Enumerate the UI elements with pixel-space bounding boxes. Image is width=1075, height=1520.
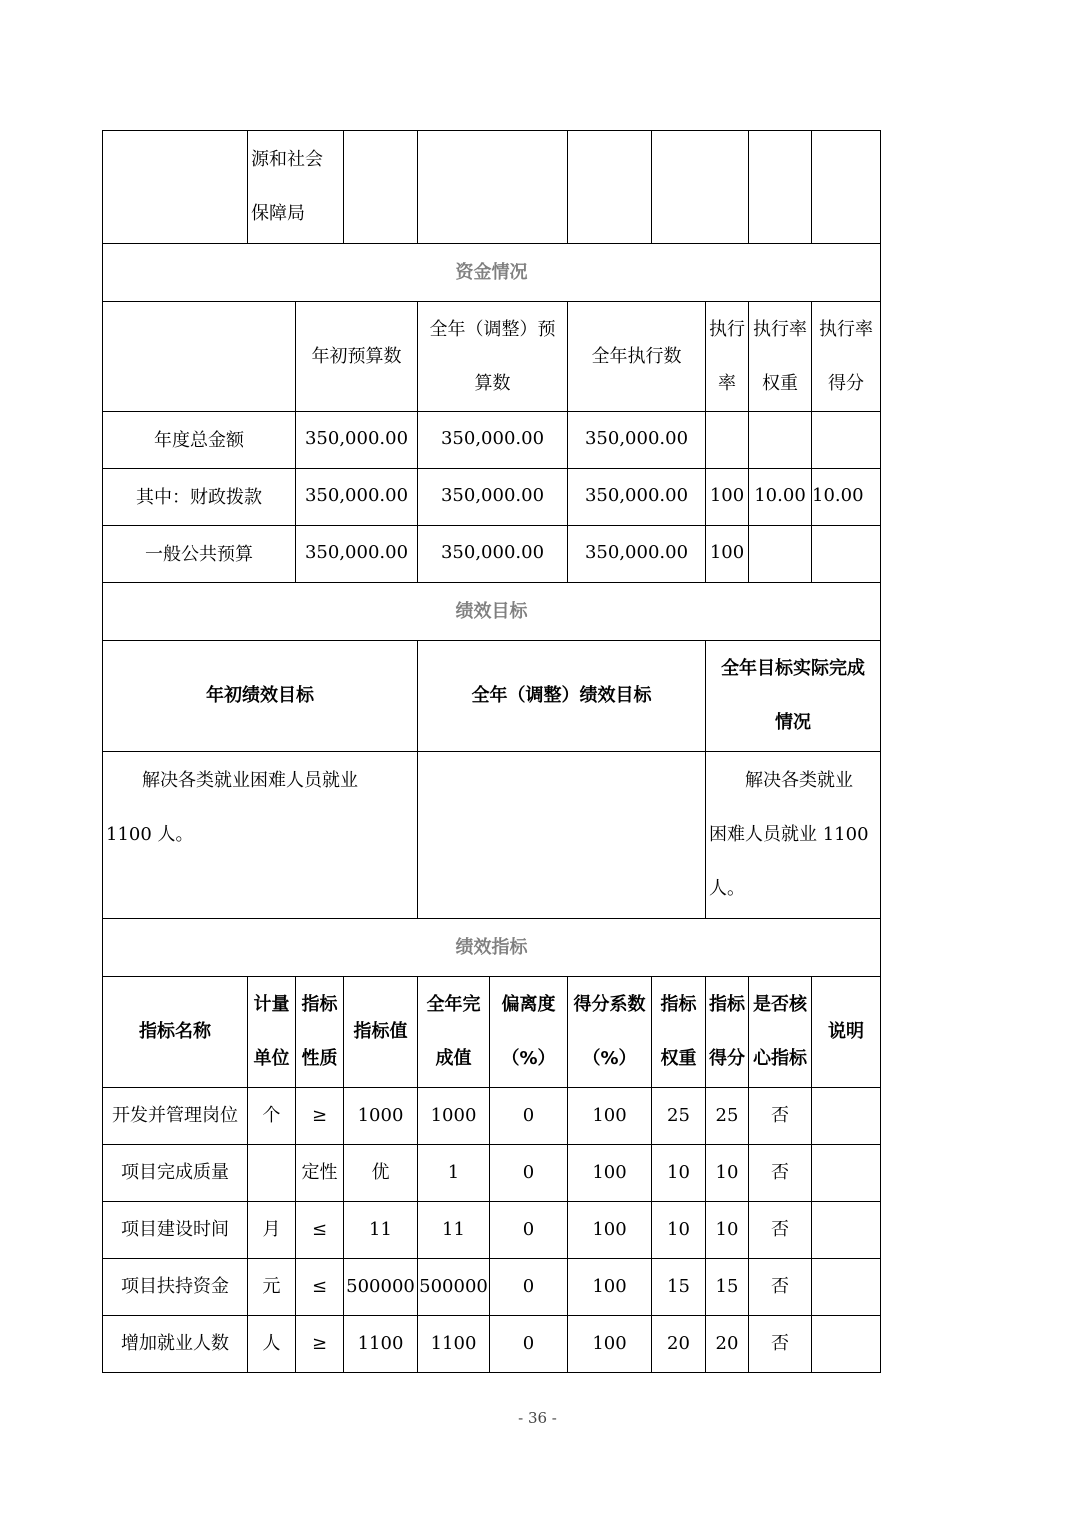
funds-score-value: 10.00	[812, 469, 881, 526]
indicator-completed: 11	[418, 1202, 490, 1259]
cell-empty	[103, 302, 296, 412]
indicator-weight: 20	[652, 1316, 706, 1373]
header-adjusted-budget: 全年（调整）预 算数	[418, 302, 568, 412]
initial-goal-text: 解决各类就业困难人员就业 1100 人。	[103, 752, 418, 919]
indicator-core: 否	[749, 1316, 812, 1373]
indicator-deviation: 0	[490, 1202, 568, 1259]
indicator-row	[103, 1316, 881, 1373]
indicator-unit: 月	[248, 1202, 296, 1259]
indicator-core: 否	[749, 1259, 812, 1316]
funds-adjusted-value: 350,000.00	[418, 469, 568, 526]
indicator-note	[812, 1145, 881, 1202]
indicator-name: 项目完成质量	[103, 1145, 248, 1202]
section-title-funds: 资金情况	[103, 244, 881, 302]
funds-row	[103, 412, 881, 469]
indicator-value: 500000	[344, 1259, 418, 1316]
header-note: 说明	[812, 977, 881, 1088]
indicator-score: 10	[706, 1145, 749, 1202]
adjusted-goal-text	[418, 752, 706, 919]
indicator-weight: 25	[652, 1088, 706, 1145]
cell-empty	[652, 131, 749, 244]
indicator-score: 15	[706, 1259, 749, 1316]
indicator-completed: 1000	[418, 1088, 490, 1145]
indicator-note	[812, 1259, 881, 1316]
funds-score-value	[812, 412, 881, 469]
section-title-indicators: 绩效指标	[103, 919, 881, 977]
funds-row	[103, 526, 881, 583]
indicator-weight: 10	[652, 1202, 706, 1259]
indicator-unit: 元	[248, 1259, 296, 1316]
indicator-deviation: 0	[490, 1145, 568, 1202]
funds-score-value	[812, 526, 881, 583]
indicator-note	[812, 1316, 881, 1373]
header-rate-score: 执行率 得分	[812, 302, 881, 412]
indicator-deviation: 0	[490, 1316, 568, 1373]
indicator-nature: ≥	[296, 1088, 344, 1145]
funds-row-label: 年度总金额	[103, 412, 296, 469]
indicator-nature: ≤	[296, 1202, 344, 1259]
funds-rate-value: 100	[706, 526, 749, 583]
dept-name-cont: 源和社会 保障局	[248, 131, 344, 244]
header-core: 是否核 心指标	[749, 977, 812, 1088]
funds-row	[103, 469, 881, 526]
actual-completion-text: 解决各类就业 困难人员就业 1100 人。	[706, 752, 881, 919]
header-weight: 指标 权重	[652, 977, 706, 1088]
indicator-name: 开发并管理岗位	[103, 1088, 248, 1145]
cell-empty	[103, 131, 248, 244]
funds-adjusted-value: 350,000.00	[418, 526, 568, 583]
indicator-unit: 人	[248, 1316, 296, 1373]
indicator-completed: 500000	[418, 1259, 490, 1316]
funds-weight-value	[749, 412, 812, 469]
header-adjusted-goal: 全年（调整）绩效目标	[418, 641, 706, 752]
cell-empty	[749, 131, 812, 244]
section-title-goals: 绩效目标	[103, 583, 881, 641]
indicator-core: 否	[749, 1202, 812, 1259]
indicator-nature: 定性	[296, 1145, 344, 1202]
funds-executed-value: 350,000.00	[568, 412, 706, 469]
indicator-name: 项目建设时间	[103, 1202, 248, 1259]
funds-adjusted-value: 350,000.00	[418, 412, 568, 469]
cell-empty	[812, 131, 881, 244]
funds-weight-value: 10.00	[749, 469, 812, 526]
indicator-name: 项目扶持资金	[103, 1259, 248, 1316]
indicator-row	[103, 1202, 881, 1259]
indicator-value: 11	[344, 1202, 418, 1259]
indicator-weight: 10	[652, 1145, 706, 1202]
header-deviation: 偏离度 （%）	[490, 977, 568, 1088]
header-indicator-name: 指标名称	[103, 977, 248, 1088]
indicator-unit	[248, 1145, 296, 1202]
indicator-coef: 100	[568, 1202, 652, 1259]
performance-table	[102, 130, 881, 1373]
continued-row	[103, 131, 881, 244]
indicator-coef: 100	[568, 1088, 652, 1145]
indicator-nature: ≤	[296, 1259, 344, 1316]
header-actual-completion: 全年目标实际完成 情况	[706, 641, 881, 752]
cell-empty	[568, 131, 652, 244]
goals-content-row	[103, 752, 881, 919]
indicator-value: 1100	[344, 1316, 418, 1373]
header-score: 指标 得分	[706, 977, 749, 1088]
indicators-header-row	[103, 977, 881, 1088]
header-unit: 计量 单位	[248, 977, 296, 1088]
indicator-name: 增加就业人数	[103, 1316, 248, 1373]
indicator-score: 25	[706, 1088, 749, 1145]
funds-initial-value: 350,000.00	[296, 412, 418, 469]
header-rate-weight: 执行率 权重	[749, 302, 812, 412]
funds-row-label: 其中：财政拨款	[103, 469, 296, 526]
indicator-nature: ≥	[296, 1316, 344, 1373]
header-nature: 指标 性质	[296, 977, 344, 1088]
header-coefficient: 得分系数 （%）	[568, 977, 652, 1088]
funds-initial-value: 350,000.00	[296, 469, 418, 526]
indicator-weight: 15	[652, 1259, 706, 1316]
indicator-row	[103, 1088, 881, 1145]
funds-row-label: 一般公共预算	[103, 526, 296, 583]
header-executed: 全年执行数	[568, 302, 706, 412]
indicator-score: 20	[706, 1316, 749, 1373]
header-initial-budget: 年初预算数	[296, 302, 418, 412]
indicator-row	[103, 1145, 881, 1202]
funds-weight-value	[749, 526, 812, 583]
header-value: 指标值	[344, 977, 418, 1088]
indicator-core: 否	[749, 1088, 812, 1145]
funds-rate-value: 100	[706, 469, 749, 526]
goals-header-row	[103, 641, 881, 752]
indicator-coef: 100	[568, 1316, 652, 1373]
indicator-unit: 个	[248, 1088, 296, 1145]
indicator-value: 1000	[344, 1088, 418, 1145]
indicator-row	[103, 1259, 881, 1316]
indicator-score: 10	[706, 1202, 749, 1259]
funds-initial-value: 350,000.00	[296, 526, 418, 583]
indicator-value: 优	[344, 1145, 418, 1202]
header-exec-rate: 执行 率	[706, 302, 749, 412]
page-number: - 36 -	[518, 1409, 557, 1427]
funds-executed-value: 350,000.00	[568, 526, 706, 583]
header-completed: 全年完 成值	[418, 977, 490, 1088]
indicator-completed: 1	[418, 1145, 490, 1202]
cell-empty	[418, 131, 568, 244]
funds-header-row	[103, 302, 881, 412]
indicator-completed: 1100	[418, 1316, 490, 1373]
cell-empty	[344, 131, 418, 244]
indicator-coef: 100	[568, 1145, 652, 1202]
funds-executed-value: 350,000.00	[568, 469, 706, 526]
indicator-deviation: 0	[490, 1259, 568, 1316]
indicator-note	[812, 1202, 881, 1259]
indicator-coef: 100	[568, 1259, 652, 1316]
indicator-note	[812, 1088, 881, 1145]
header-initial-goal: 年初绩效目标	[103, 641, 418, 752]
indicator-deviation: 0	[490, 1088, 568, 1145]
funds-rate-value	[706, 412, 749, 469]
indicator-core: 否	[749, 1145, 812, 1202]
